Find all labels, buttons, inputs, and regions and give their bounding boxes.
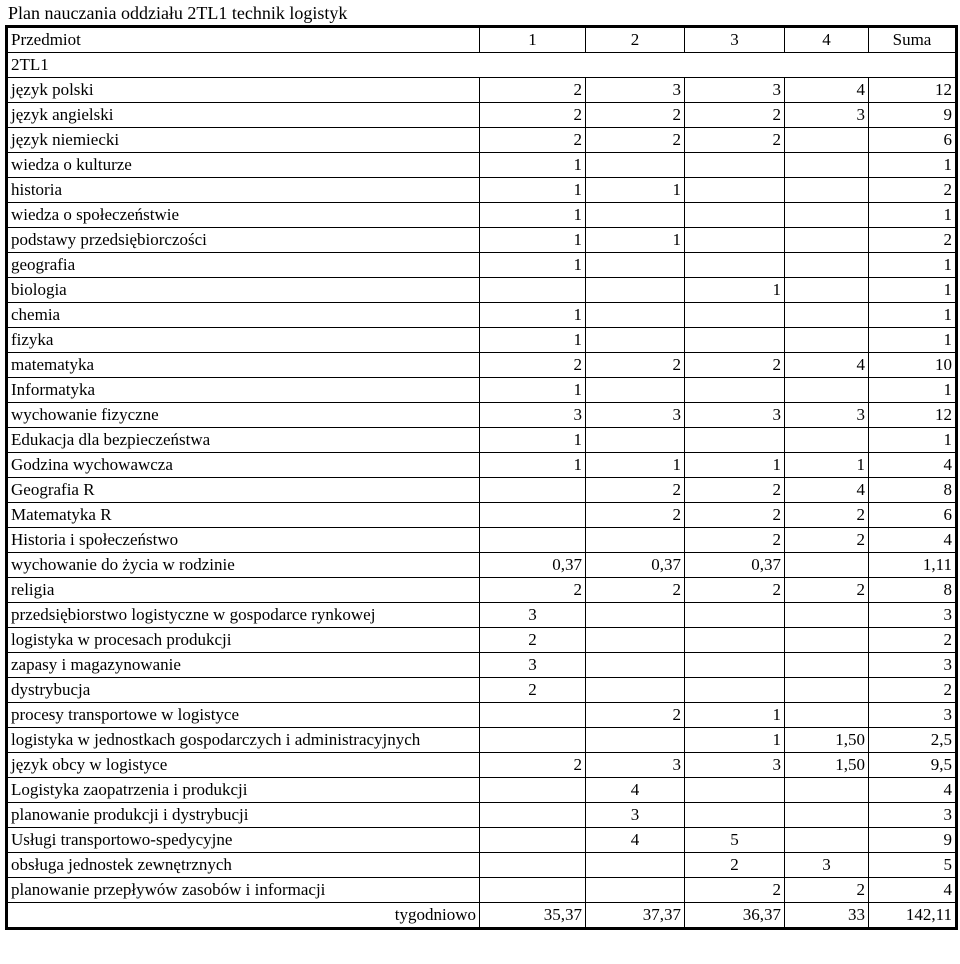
hours-year-1 — [480, 503, 586, 528]
total-sum: 142,11 — [869, 903, 957, 929]
hours-year-2: 2 — [586, 703, 685, 728]
subject-name: wychowanie fizyczne — [7, 403, 480, 428]
hours-year-1: 2 — [480, 128, 586, 153]
table-row — [7, 828, 957, 853]
hours-year-3: 2 — [685, 478, 785, 503]
hours-sum: 3 — [869, 603, 957, 628]
subject-name: przedsiębiorstwo logistyczne w gospodarce rynkowej — [7, 603, 480, 628]
subject-name: Historia i społeczeństwo — [7, 528, 480, 553]
hours-sum: 9 — [869, 103, 957, 128]
hours-year-4: 3 — [785, 853, 869, 878]
table-row — [7, 228, 957, 253]
hours-year-1 — [480, 478, 586, 503]
hours-year-2 — [586, 678, 685, 703]
hours-year-1: 1 — [480, 378, 586, 403]
subject-name: Matematyka R — [7, 503, 480, 528]
hours-sum: 2 — [869, 178, 957, 203]
hours-year-3: 2 — [685, 128, 785, 153]
hours-year-3: 2 — [685, 853, 785, 878]
subject-name: dystrybucja — [7, 678, 480, 703]
header-sum: Suma — [869, 27, 957, 53]
table-row — [7, 503, 957, 528]
group-row — [7, 53, 957, 78]
hours-year-4 — [785, 253, 869, 278]
table-row — [7, 453, 957, 478]
hours-year-2 — [586, 153, 685, 178]
table-row — [7, 878, 957, 903]
hours-year-1: 1 — [480, 253, 586, 278]
hours-sum: 9 — [869, 828, 957, 853]
hours-sum: 1 — [869, 278, 957, 303]
subject-name: Godzina wychowawcza — [7, 453, 480, 478]
hours-year-1: 2 — [480, 353, 586, 378]
table-row — [7, 678, 957, 703]
hours-year-3: 2 — [685, 528, 785, 553]
table-row — [7, 803, 957, 828]
hours-sum: 4 — [869, 878, 957, 903]
subject-name: obsługa jednostek zewnętrznych — [7, 853, 480, 878]
hours-year-3: 2 — [685, 878, 785, 903]
table-row — [7, 753, 957, 778]
hours-year-3 — [685, 303, 785, 328]
subject-name: język polski — [7, 78, 480, 103]
hours-year-4: 4 — [785, 78, 869, 103]
table-row — [7, 478, 957, 503]
hours-year-2 — [586, 528, 685, 553]
hours-year-1: 1 — [480, 428, 586, 453]
hours-sum: 4 — [869, 778, 957, 803]
hours-year-2: 1 — [586, 453, 685, 478]
subject-name: historia — [7, 178, 480, 203]
hours-sum: 2 — [869, 228, 957, 253]
hours-year-3: 1 — [685, 703, 785, 728]
hours-sum: 4 — [869, 528, 957, 553]
hours-year-4: 1 — [785, 453, 869, 478]
total-year-2: 37,37 — [586, 903, 685, 929]
hours-year-3 — [685, 378, 785, 403]
hours-sum: 3 — [869, 653, 957, 678]
hours-year-2 — [586, 378, 685, 403]
hours-year-1: 2 — [480, 628, 586, 653]
hours-year-4 — [785, 203, 869, 228]
subject-name: Informatyka — [7, 378, 480, 403]
group-label: 2TL1 — [7, 53, 480, 78]
hours-year-1 — [480, 278, 586, 303]
table-row — [7, 303, 957, 328]
hours-year-1: 0,37 — [480, 553, 586, 578]
hours-year-3: 1 — [685, 728, 785, 753]
hours-sum: 2,5 — [869, 728, 957, 753]
hours-year-3 — [685, 653, 785, 678]
table-row — [7, 403, 957, 428]
hours-year-2: 2 — [586, 503, 685, 528]
hours-year-3: 3 — [685, 78, 785, 103]
hours-year-3 — [685, 328, 785, 353]
header-year-3: 3 — [685, 27, 785, 53]
hours-sum: 8 — [869, 478, 957, 503]
total-year-3: 36,37 — [685, 903, 785, 929]
header-year-4: 4 — [785, 27, 869, 53]
hours-year-1 — [480, 803, 586, 828]
hours-year-4: 3 — [785, 403, 869, 428]
subject-name: podstawy przedsiębiorczości — [7, 228, 480, 253]
table-row — [7, 253, 957, 278]
subject-name: fizyka — [7, 328, 480, 353]
subject-name: matematyka — [7, 353, 480, 378]
hours-year-3 — [685, 228, 785, 253]
subject-name: Logistyka zaopatrzenia i produkcji — [7, 778, 480, 803]
hours-year-2: 4 — [586, 778, 685, 803]
hours-sum: 12 — [869, 403, 957, 428]
hours-year-2 — [586, 853, 685, 878]
hours-year-4 — [785, 303, 869, 328]
hours-year-1: 2 — [480, 753, 586, 778]
subject-name: wiedza o społeczeństwie — [7, 203, 480, 228]
hours-year-4 — [785, 278, 869, 303]
table-row — [7, 703, 957, 728]
subject-name: geografia — [7, 253, 480, 278]
hours-year-4 — [785, 228, 869, 253]
hours-year-2 — [586, 653, 685, 678]
hours-year-4 — [785, 328, 869, 353]
hours-year-2 — [586, 728, 685, 753]
hours-year-3 — [685, 253, 785, 278]
hours-year-4 — [785, 553, 869, 578]
hours-year-3 — [685, 778, 785, 803]
hours-year-1: 1 — [480, 178, 586, 203]
total-year-1: 35,37 — [480, 903, 586, 929]
hours-year-2 — [586, 303, 685, 328]
hours-year-4: 2 — [785, 578, 869, 603]
hours-year-1 — [480, 728, 586, 753]
hours-year-1: 2 — [480, 678, 586, 703]
subject-name: procesy transportowe w logistyce — [7, 703, 480, 728]
subject-name: wiedza o kulturze — [7, 153, 480, 178]
hours-year-1: 1 — [480, 228, 586, 253]
hours-year-3: 2 — [685, 103, 785, 128]
hours-year-3 — [685, 803, 785, 828]
hours-year-2: 1 — [586, 178, 685, 203]
subject-name: wychowanie do życia w rodzinie — [7, 553, 480, 578]
hours-year-4: 2 — [785, 528, 869, 553]
hours-year-3 — [685, 178, 785, 203]
hours-year-1: 3 — [480, 653, 586, 678]
table-row — [7, 578, 957, 603]
table-row — [7, 853, 957, 878]
hours-year-3 — [685, 628, 785, 653]
hours-year-4 — [785, 653, 869, 678]
subject-name: język obcy w logistyce — [7, 753, 480, 778]
table-row — [7, 628, 957, 653]
subject-name: planowanie przepływów zasobów i informacji — [7, 878, 480, 903]
hours-year-2: 4 — [586, 828, 685, 853]
hours-year-3 — [685, 153, 785, 178]
hours-year-1: 1 — [480, 328, 586, 353]
hours-year-3 — [685, 203, 785, 228]
table-row — [7, 103, 957, 128]
hours-year-2: 2 — [586, 128, 685, 153]
table-row — [7, 203, 957, 228]
table-row — [7, 328, 957, 353]
hours-sum: 1 — [869, 203, 957, 228]
hours-year-4: 2 — [785, 503, 869, 528]
hours-sum: 1 — [869, 303, 957, 328]
subject-name: logistyka w jednostkach gospodarczych i administracyjnych — [7, 728, 480, 753]
hours-year-4 — [785, 153, 869, 178]
hours-sum: 5 — [869, 853, 957, 878]
hours-sum: 3 — [869, 703, 957, 728]
hours-year-4 — [785, 778, 869, 803]
hours-year-4 — [785, 628, 869, 653]
header-year-2: 2 — [586, 27, 685, 53]
hours-year-4: 2 — [785, 878, 869, 903]
hours-year-1 — [480, 853, 586, 878]
hours-year-3: 1 — [685, 278, 785, 303]
hours-year-1: 2 — [480, 103, 586, 128]
hours-year-2 — [586, 203, 685, 228]
subject-name: planowanie produkcji i dystrybucji — [7, 803, 480, 828]
table-row — [7, 128, 957, 153]
subject-name: chemia — [7, 303, 480, 328]
hours-sum: 1 — [869, 328, 957, 353]
hours-year-1 — [480, 703, 586, 728]
hours-year-4 — [785, 703, 869, 728]
hours-sum: 1 — [869, 253, 957, 278]
hours-sum: 2 — [869, 628, 957, 653]
table-row — [7, 778, 957, 803]
subject-name: język niemiecki — [7, 128, 480, 153]
hours-year-2 — [586, 603, 685, 628]
hours-year-1: 1 — [480, 303, 586, 328]
hours-year-4 — [785, 828, 869, 853]
hours-year-2 — [586, 253, 685, 278]
hours-year-1: 1 — [480, 453, 586, 478]
hours-year-2: 2 — [586, 353, 685, 378]
hours-year-2: 2 — [586, 478, 685, 503]
hours-year-2: 3 — [586, 403, 685, 428]
hours-year-1: 1 — [480, 203, 586, 228]
hours-year-3 — [685, 678, 785, 703]
table-row — [7, 728, 957, 753]
hours-sum: 2 — [869, 678, 957, 703]
header-year-1: 1 — [480, 27, 586, 53]
hours-year-1: 1 — [480, 153, 586, 178]
hours-year-1: 3 — [480, 403, 586, 428]
hours-year-1: 3 — [480, 603, 586, 628]
table-row — [7, 178, 957, 203]
hours-year-4 — [785, 428, 869, 453]
hours-sum: 8 — [869, 578, 957, 603]
hours-sum: 1 — [869, 428, 957, 453]
hours-year-1: 2 — [480, 78, 586, 103]
hours-year-3: 2 — [685, 503, 785, 528]
subject-name: Edukacja dla bezpieczeństwa — [7, 428, 480, 453]
subject-name: biologia — [7, 278, 480, 303]
hours-sum: 9,5 — [869, 753, 957, 778]
hours-year-4: 1,50 — [785, 753, 869, 778]
hours-year-2 — [586, 878, 685, 903]
table-row — [7, 428, 957, 453]
total-year-4: 33 — [785, 903, 869, 929]
hours-sum: 6 — [869, 128, 957, 153]
hours-year-1 — [480, 828, 586, 853]
hours-year-2: 0,37 — [586, 553, 685, 578]
header-row — [7, 27, 957, 53]
hours-year-4: 4 — [785, 478, 869, 503]
hours-year-4 — [785, 803, 869, 828]
subject-name: język angielski — [7, 103, 480, 128]
hours-year-1 — [480, 778, 586, 803]
hours-sum: 6 — [869, 503, 957, 528]
hours-year-3: 1 — [685, 453, 785, 478]
hours-year-3 — [685, 428, 785, 453]
hours-year-4 — [785, 378, 869, 403]
hours-year-4 — [785, 678, 869, 703]
hours-year-1 — [480, 528, 586, 553]
hours-year-3: 5 — [685, 828, 785, 853]
hours-year-2: 3 — [586, 803, 685, 828]
hours-year-3: 0,37 — [685, 553, 785, 578]
hours-year-2: 2 — [586, 103, 685, 128]
table-row — [7, 653, 957, 678]
table-row — [7, 153, 957, 178]
hours-year-2: 3 — [586, 78, 685, 103]
subject-name: Usługi transportowo-spedycyjne — [7, 828, 480, 853]
hours-year-4: 3 — [785, 103, 869, 128]
hours-year-2 — [586, 278, 685, 303]
total-label: tygodniowo — [7, 903, 480, 929]
hours-sum: 3 — [869, 803, 957, 828]
hours-year-3 — [685, 603, 785, 628]
hours-year-3: 3 — [685, 753, 785, 778]
hours-year-4 — [785, 603, 869, 628]
hours-year-1: 2 — [480, 578, 586, 603]
hours-year-4 — [785, 178, 869, 203]
table-row — [7, 528, 957, 553]
hours-year-4 — [785, 128, 869, 153]
total-row — [7, 903, 957, 929]
document-title: Plan nauczania oddziału 2TL1 technik logistyk — [8, 3, 348, 23]
hours-sum: 10 — [869, 353, 957, 378]
hours-year-3: 3 — [685, 403, 785, 428]
subject-name: zapasy i magazynowanie — [7, 653, 480, 678]
hours-sum: 1 — [869, 153, 957, 178]
hours-year-2: 3 — [586, 753, 685, 778]
hours-year-2: 2 — [586, 578, 685, 603]
hours-year-3: 2 — [685, 578, 785, 603]
hours-year-3: 2 — [685, 353, 785, 378]
table-row — [7, 378, 957, 403]
hours-year-2: 1 — [586, 228, 685, 253]
hours-year-2 — [586, 428, 685, 453]
subject-name: logistyka w procesach produkcji — [7, 628, 480, 653]
subject-name: religia — [7, 578, 480, 603]
hours-sum: 12 — [869, 78, 957, 103]
hours-year-4: 4 — [785, 353, 869, 378]
table-row — [7, 553, 957, 578]
hours-year-4: 1,50 — [785, 728, 869, 753]
header-subject: Przedmiot — [7, 27, 480, 53]
subject-name: Geografia R — [7, 478, 480, 503]
curriculum-table — [5, 25, 958, 930]
hours-sum: 4 — [869, 453, 957, 478]
hours-year-1 — [480, 878, 586, 903]
hours-year-2 — [586, 628, 685, 653]
table-row — [7, 278, 957, 303]
table-row — [7, 603, 957, 628]
table-row — [7, 78, 957, 103]
hours-year-2 — [586, 328, 685, 353]
table-row — [7, 353, 957, 378]
hours-sum: 1,11 — [869, 553, 957, 578]
hours-sum: 1 — [869, 378, 957, 403]
